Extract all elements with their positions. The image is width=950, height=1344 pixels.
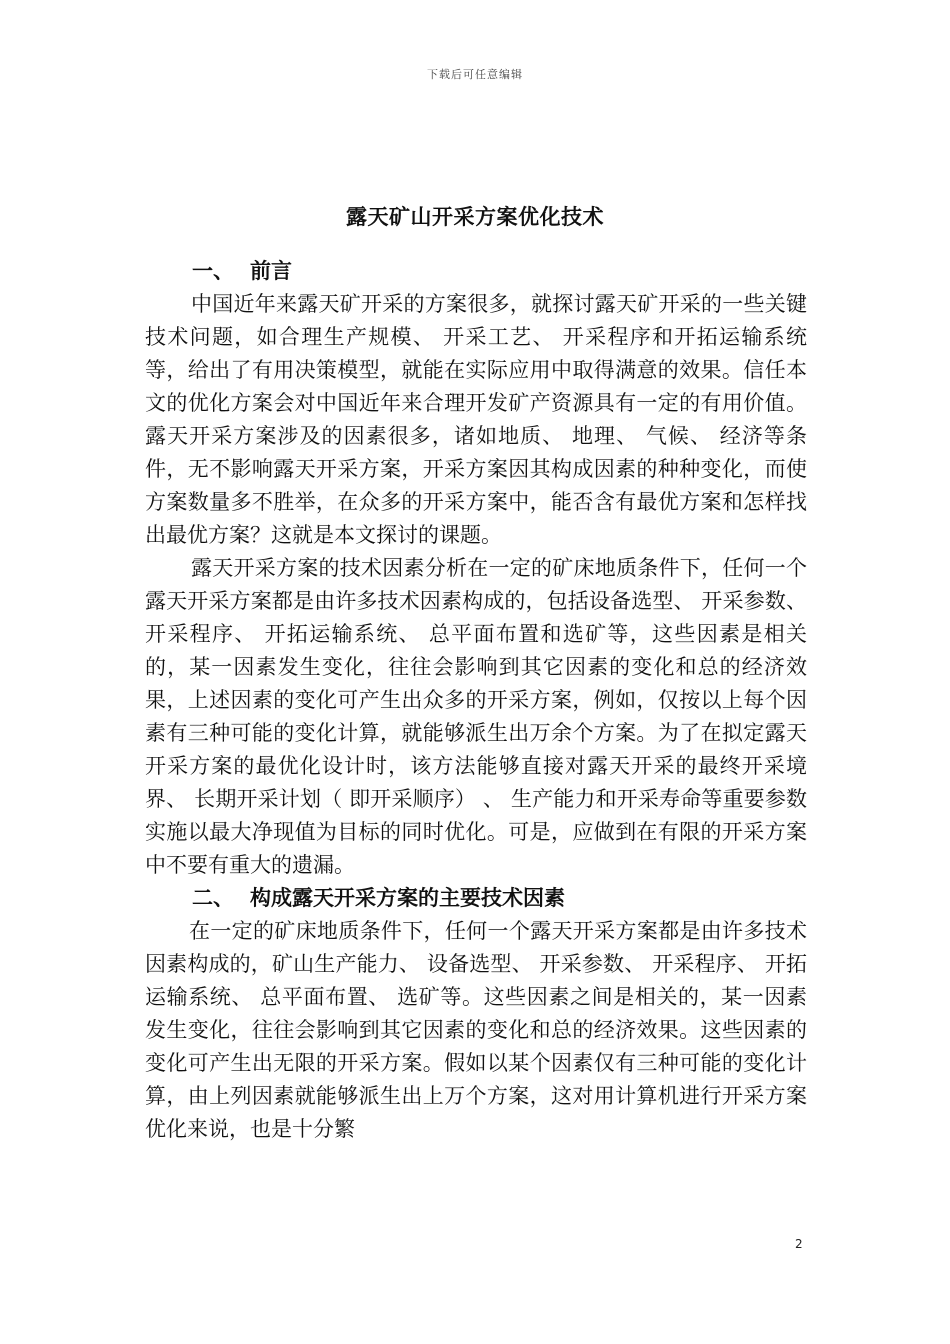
paragraph: 露天开采方案的技术因素分析在一定的矿床地质条件下，任何一个露天开采方案都是由许多技术因素构成的，包括设备选型、 开采参数、 开采程序、 开拓运输系统、 总平面布置和选矿等，这些因素是相关的，某一因素发生变化，往往会影响到其它因素的变化和总的经济效果，上述因素的变化可产生出众多的开采方案，例如，仅按以上每个因素有三种可能的变化计算，就能够派生出万余个方案。为了在拟定露天开采方案的最优化设计时，该方法能够直接对露天开采的最终开采境界、 长期开采计划（ 即开采顺序） 、 生产能力和开采寿命等重要参数实施以最大净现值为目标的同时优化。可是，应做到在有限的开采方案中不要有重大的遗漏。: [145, 556, 807, 877]
paragraph: 在一定的矿床地质条件下，任何一个露天开采方案都是由许多技术因素构成的，矿山生产能力、 设备选型、 开采参数、 开采程序、 开拓运输系统、 总平面布置、 选矿等。这些因素之间是相关的，某一因素发生变化，往往会影响到其它因素的变化和总的经济效果。这些因素的变化可产生出无限的开采方案。假如以某个因素仅有三种可能的变化计算，由上列因素就能够派生出上万个方案，这对用计算机进行开采方案优化来说，也是十分繁: [145, 919, 807, 1141]
section-heading-text: 构成露天开采方案的主要技术因素: [250, 886, 565, 910]
document-title: 露天矿山开采方案优化技术: [346, 205, 604, 229]
document-body: [145, 255, 807, 1146]
section-preface: [145, 255, 807, 882]
page-number: 2: [795, 1237, 803, 1251]
section-number: 二、: [192, 886, 234, 910]
section-number: 一、: [192, 259, 234, 283]
section-technical-factors: [145, 882, 807, 1146]
section-heading: [145, 255, 807, 288]
section-heading-text: 前言: [250, 259, 292, 283]
paragraph: 中国近年来露天矿开采的方案很多，就探讨露天矿开采的一些关键技术问题，如合理生产规模、 开采工艺、 开采程序和开拓运输系统等，给出了有用决策模型，就能在实际应用中取得满意的效果。信任本文的优化方案会对中国近年来合理开发矿产资源具有一定的有用价值。露天开采方案涉及的因素很多，诸如地质、 地理、 气候、 经济等条件，无不影响露天开采方案，开采方案因其构成因素的种种变化，而使方案数量多不胜举，在众多的开采方案中，能否含有最优方案和怎样找出最优方案？这就是本文探讨的课题。: [145, 292, 807, 547]
section-heading: [145, 882, 807, 915]
page-header-note: 下载后可任意编辑: [427, 68, 523, 81]
